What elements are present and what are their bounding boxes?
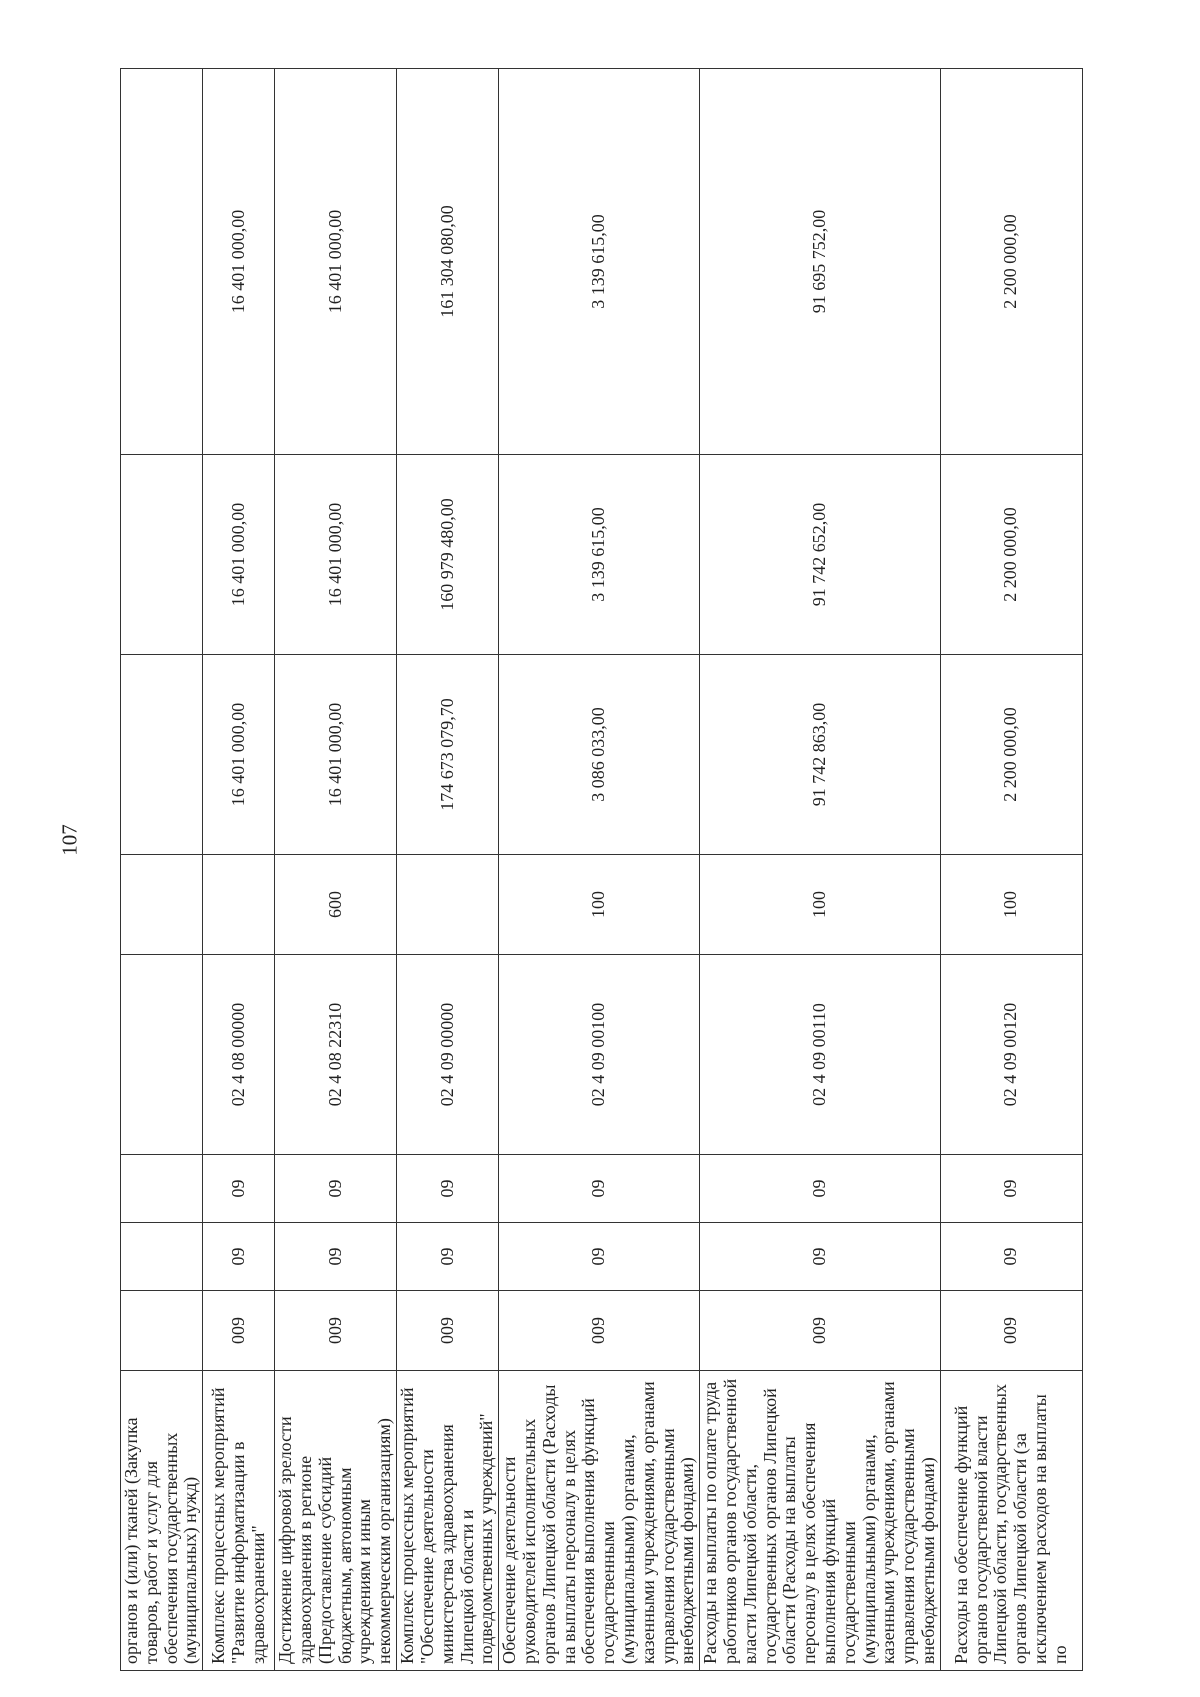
- amount-year-3: 161 304 080,00: [397, 69, 499, 455]
- amount-year-2: 16 401 000,00: [275, 455, 397, 655]
- ministry-code: 009: [499, 1291, 700, 1371]
- ministry-code: [121, 1291, 203, 1371]
- ministry-code: 009: [940, 1291, 1082, 1371]
- amount-year-2: 3 139 615,00: [499, 455, 700, 655]
- amount-year-3: [121, 69, 203, 455]
- expense-type-code: 600: [275, 855, 397, 955]
- target-article-code: 02 4 09 00100: [499, 955, 700, 1155]
- subsection-code: 09: [499, 1155, 700, 1223]
- amount-year-2: 16 401 000,00: [203, 455, 275, 655]
- row-description: Комплекс процессных мероприятий "Обеспечение деятельности министерства здравоохранения Липецкой области и подведомственных учреждений": [397, 1371, 499, 1671]
- budget-table: [120, 68, 1083, 1671]
- amount-year-2: [121, 455, 203, 655]
- amount-year-1: 2 200 000,00: [940, 655, 1082, 855]
- section-code: 09: [499, 1223, 700, 1291]
- subsection-code: [121, 1155, 203, 1223]
- target-article-code: 02 4 08 00000: [203, 955, 275, 1155]
- row-description: органов и (или) тканей (Закупка товаров, работ и услуг для обеспечения государственных (муниципальных) нужд): [121, 1371, 203, 1671]
- subsection-code: 09: [397, 1155, 499, 1223]
- target-article-code: [121, 955, 203, 1155]
- ministry-code: 009: [700, 1291, 941, 1371]
- amount-year-3: 91 695 752,00: [700, 69, 941, 455]
- amount-year-3: 3 139 615,00: [499, 69, 700, 455]
- expense-type-code: [121, 855, 203, 955]
- ministry-code: 009: [275, 1291, 397, 1371]
- amount-year-3: 16 401 000,00: [203, 69, 275, 455]
- row-description: Расходы на обеспечение функций органов государственной власти Липецкой области, государственных органов Липецкой области (за исключением расходов на выплаты по: [940, 1371, 1082, 1671]
- amount-year-3: 2 200 000,00: [940, 69, 1082, 455]
- section-code: 09: [397, 1223, 499, 1291]
- table-row: [121, 69, 203, 1671]
- target-article-code: 02 4 09 00000: [397, 955, 499, 1155]
- amount-year-2: 160 979 480,00: [397, 455, 499, 655]
- subsection-code: 09: [940, 1155, 1082, 1223]
- table-row: [275, 69, 397, 1671]
- row-description: Достижение цифровой зрелости здравоохранения в регионе (Предоставление субсидий бюджетным, автономным учреждениям и иным некоммерческим организациям): [275, 1371, 397, 1671]
- amount-year-1: [121, 655, 203, 855]
- target-article-code: 02 4 09 00120: [940, 955, 1082, 1155]
- amount-year-1: 16 401 000,00: [275, 655, 397, 855]
- target-article-code: 02 4 09 00110: [700, 955, 941, 1155]
- table-row: [499, 69, 700, 1671]
- section-code: 09: [275, 1223, 397, 1291]
- subsection-code: 09: [275, 1155, 397, 1223]
- table-row: [397, 69, 499, 1671]
- row-description: Комплекс процессных мероприятий "Развитие информатизации в здравоохранении": [203, 1371, 275, 1671]
- ministry-code: 009: [397, 1291, 499, 1371]
- amount-year-1: 3 086 033,00: [499, 655, 700, 855]
- target-article-code: 02 4 08 22310: [275, 955, 397, 1155]
- page-number: 107: [57, 824, 82, 856]
- amount-year-1: 91 742 863,00: [700, 655, 941, 855]
- row-description: Обеспечение деятельности руководителей исполнительных органов Липецкой области (Расходы на выплаты персоналу в целях обеспечения выполнения функций государственными (муниципальными) органами, казенными учреждениями, органами управления государственными внебюджетными фондами): [499, 1371, 700, 1671]
- subsection-code: 09: [203, 1155, 275, 1223]
- expense-type-code: 100: [499, 855, 700, 955]
- amount-year-1: 16 401 000,00: [203, 655, 275, 855]
- expense-type-code: 100: [700, 855, 941, 955]
- ministry-code: 009: [203, 1291, 275, 1371]
- section-code: 09: [700, 1223, 941, 1291]
- expense-type-code: [397, 855, 499, 955]
- subsection-code: 09: [700, 1155, 941, 1223]
- section-code: 09: [940, 1223, 1082, 1291]
- amount-year-2: 91 742 652,00: [700, 455, 941, 655]
- amount-year-1: 174 673 079,70: [397, 655, 499, 855]
- expense-type-code: [203, 855, 275, 955]
- table-row: [940, 69, 1082, 1671]
- table-row: [203, 69, 275, 1671]
- row-description: Расходы на выплаты по оплате труда работников органов государственной власти Липецкой области, государственных органов Липецкой области (Расходы на выплаты персоналу в целях обеспечения выполнения функций государственными (муниципальными) органами, казенными учреждениями, органами управления государственными внебюджетными фондами): [700, 1371, 941, 1671]
- amount-year-3: 16 401 000,00: [275, 69, 397, 455]
- rotated-table-container: [120, 69, 1070, 1671]
- table-row: [700, 69, 941, 1671]
- amount-year-2: 2 200 000,00: [940, 455, 1082, 655]
- expense-type-code: 100: [940, 855, 1082, 955]
- section-code: 09: [203, 1223, 275, 1291]
- section-code: [121, 1223, 203, 1291]
